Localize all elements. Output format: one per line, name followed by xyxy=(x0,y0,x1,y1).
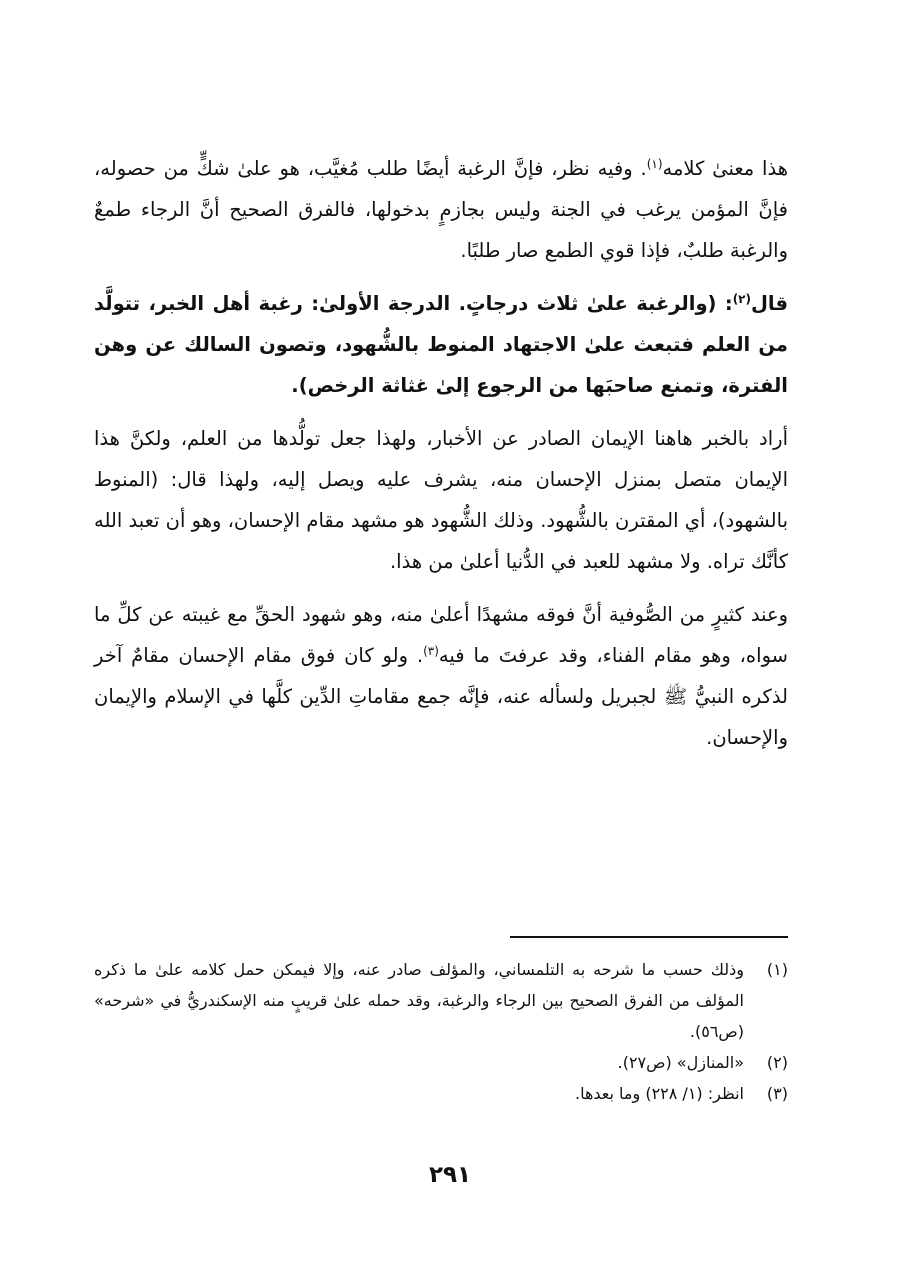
footnote-number: (١) xyxy=(766,960,788,979)
paragraph-1 xyxy=(94,148,788,271)
paragraph-2-quote xyxy=(94,283,788,406)
footnote-3 xyxy=(94,1078,788,1109)
paragraph-3 xyxy=(94,418,788,582)
paragraph-4-text: وعند كثيرٍ من الصُّوفية أنَّ فوقه مشهدًا أعلىٰ منه، وهو شهود الحقِّ مع غيبته عن كلِّ ما سواه، وهو مقام الفناء، وقد عرفتَ ما فيه xyxy=(94,603,788,667)
footnote-ref-1: (١) xyxy=(646,157,663,171)
main-text xyxy=(94,148,788,770)
paragraph-4-text-cont: . ولو كان فوق مقام الإحسان مقامٌ آخر لذكره النبيُّ ﷺ لجبريل ولسأله عنه، فإنَّه جمع مقاماتِ الدِّين كلَّها في الإسلام والإيمان والإحسان. xyxy=(94,644,788,749)
footnote-1 xyxy=(94,954,788,1047)
footnote-number: (٢) xyxy=(766,1053,788,1072)
footnote-text: وذلك حسب ما شرحه به التلمساني، والمؤلف صادر عنه، وإلا فيمكن حمل كلامه علىٰ ما ذكره المؤلف من الفرق الصحيح بين الرجاء والرغبة، وقد حمله علىٰ قريبٍ منه الإسكندريُّ في «شرحه» (ص٥٦). xyxy=(94,960,744,1041)
footnote-number: (٣) xyxy=(766,1084,788,1103)
paragraph-1-text: هذا معنىٰ كلامه xyxy=(662,157,788,180)
paragraph-4 xyxy=(94,594,788,758)
paragraph-2-text: : (والرغبة علىٰ ثلاث درجاتٍ. الدرجة الأولىٰ: رغبة أهل الخبر، تتولَّد من العلم فتبعث علىٰ الاجتهاد المنوط بالشُّهود، وتصون السالك عن وهن الفترة، وتمنع صاحبَها من الرجوع إلىٰ غثاثة الرخص). xyxy=(94,292,788,397)
footnote-2 xyxy=(94,1047,788,1078)
paragraph-2-lead: قال xyxy=(750,292,788,315)
footnote-ref-3: (٣) xyxy=(423,644,439,658)
footnote-divider xyxy=(510,936,788,938)
page-number: ٢٩١ xyxy=(428,1162,472,1188)
footnote-ref-2: (٢) xyxy=(732,292,751,306)
paragraph-3-text: أراد بالخبر هاهنا الإيمان الصادر عن الأخبار، ولهذا جعل تولُّدها من العلم، ولكنَّ هذا الإيمان متصل بمنزل الإحسان منه، يشرف عليه ويصل إليه، ولهذا قال: (المنوط بالشهود)، أي المقترن بالشُّهود. وذلك الشُّهود هو مشهد مقام الإحسان، وهو أن تعبد الله كأنَّك تراه. ولا مشهد للعبد في الدُّنيا أعلىٰ من هذا. xyxy=(94,427,788,573)
paragraph-1-text-cont: . وفيه نظر، فإنَّ الرغبة أيضًا طلب مُغيَّب، هو علىٰ شكٍّ من حصوله، فإنَّ المؤمن يرغب في الجنة وليس بجازمٍ بدخولها، فالفرق الصحيح أنَّ الرجاء طمعٌ والرغبة طلبٌ، فإذا قوي الطمع صار طلبًا. xyxy=(94,157,788,262)
footnotes xyxy=(94,954,788,1109)
footnote-text: «المنازل» (ص٢٧). xyxy=(617,1053,744,1072)
footnote-text: انظر: (١/ ٢٢٨) وما بعدها. xyxy=(575,1084,744,1103)
